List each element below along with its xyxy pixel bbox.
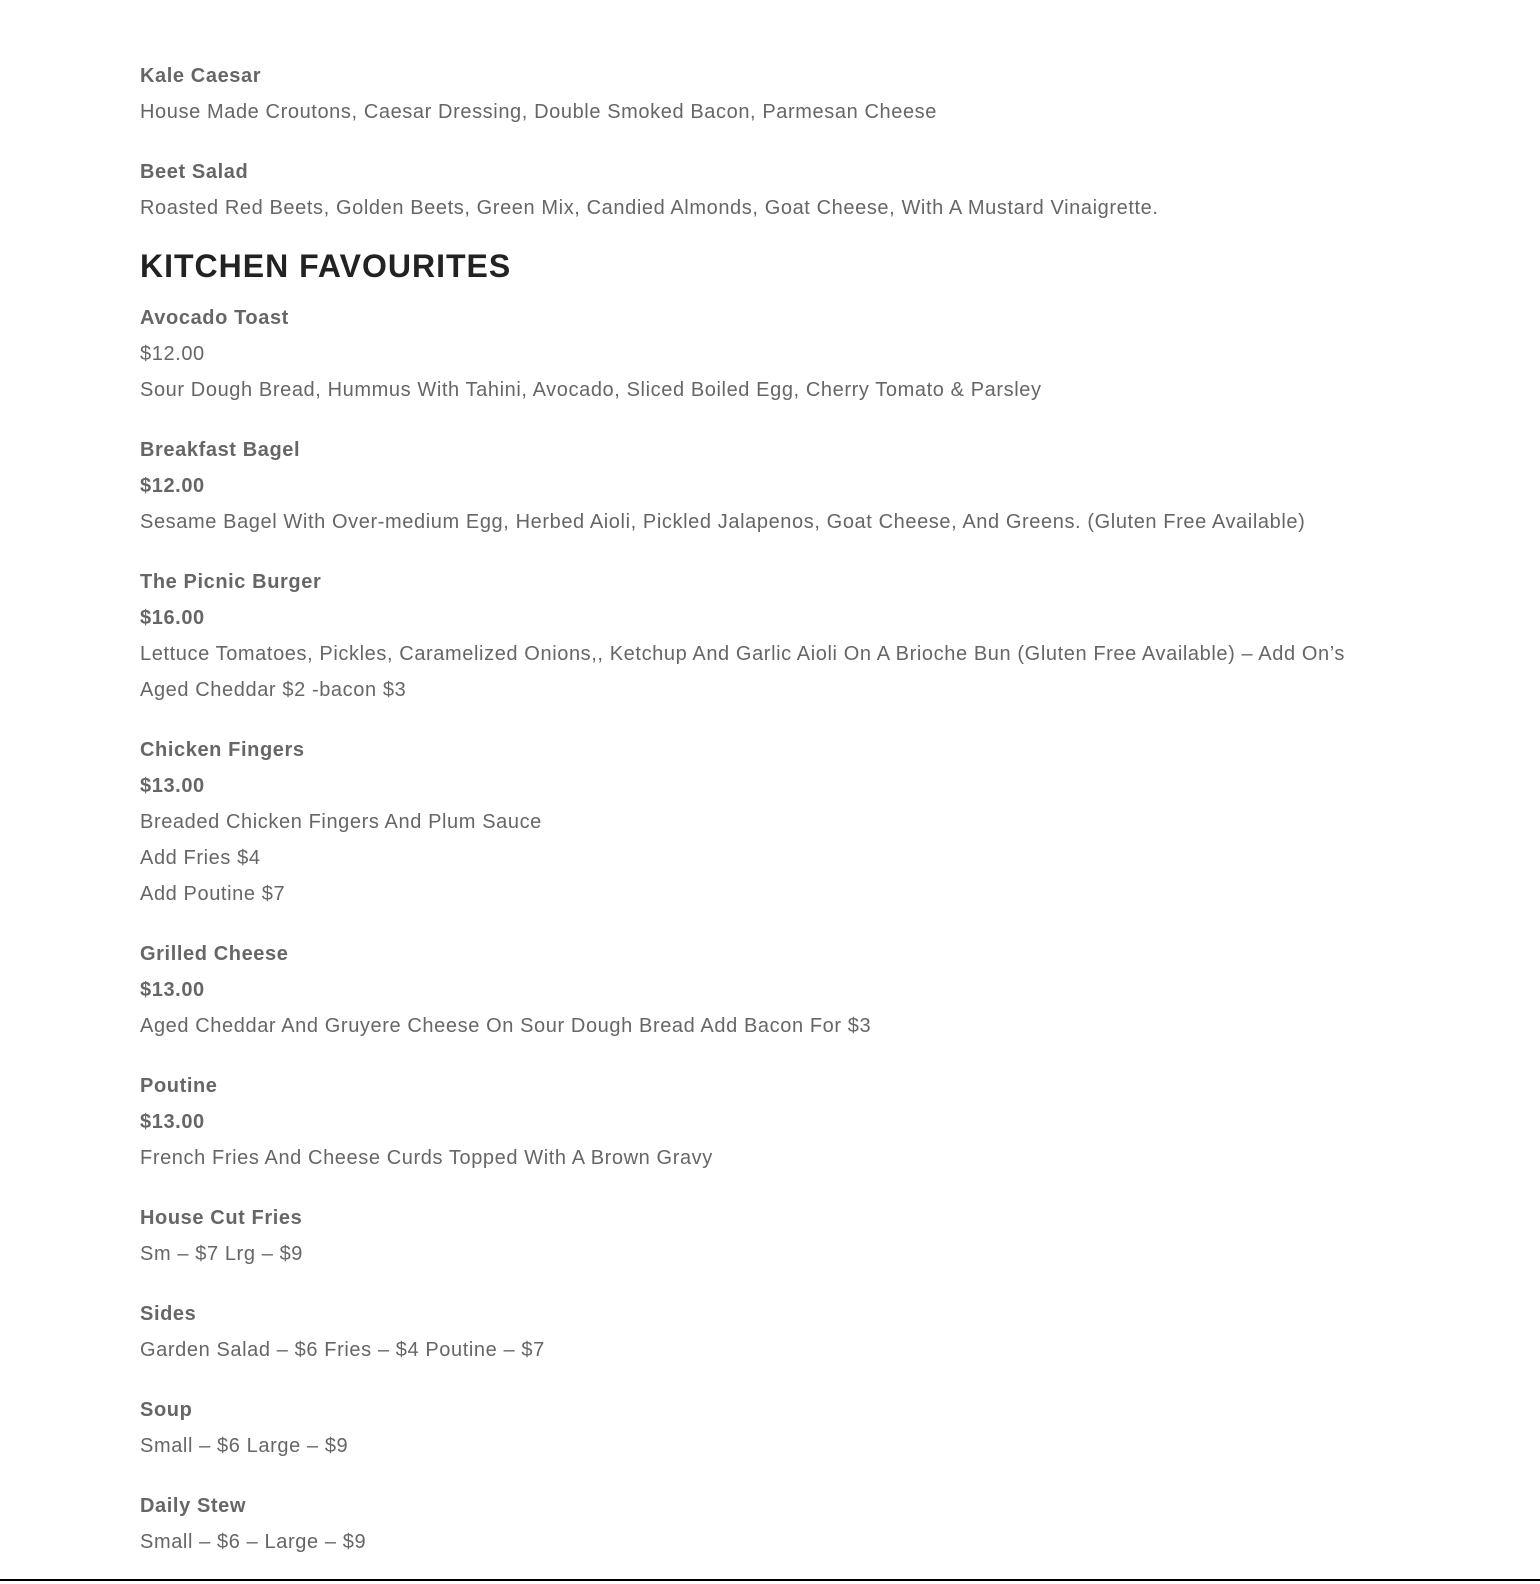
item-name: Poutine bbox=[140, 1075, 218, 1097]
menu-item bbox=[140, 300, 1440, 408]
menu-item bbox=[140, 154, 1440, 226]
item-description: Breaded Chicken Fingers And Plum Sauce bbox=[140, 811, 542, 833]
item-description: Add Fries $4 bbox=[140, 847, 261, 869]
item-description: Small – $6 – Large – $9 bbox=[140, 1531, 367, 1553]
item-description: Aged Cheddar And Gruyere Cheese On Sour Dough Bread Add Bacon For $3 bbox=[140, 1015, 872, 1037]
item-price: $13.00 bbox=[140, 979, 205, 1001]
item-name: Breakfast Bagel bbox=[140, 439, 301, 461]
menu-item bbox=[140, 58, 1440, 130]
item-name: House Cut Fries bbox=[140, 1207, 303, 1229]
menu-item bbox=[140, 936, 1440, 1044]
item-description: Add Poutine $7 bbox=[140, 883, 286, 905]
menu-item bbox=[140, 564, 1440, 708]
menu-item bbox=[140, 432, 1440, 540]
item-name: Sides bbox=[140, 1303, 197, 1325]
item-name: Chicken Fingers bbox=[140, 739, 305, 761]
item-name: Grilled Cheese bbox=[140, 943, 289, 965]
item-name: Soup bbox=[140, 1399, 193, 1421]
item-name: Avocado Toast bbox=[140, 307, 289, 329]
item-description: Small – $6 Large – $9 bbox=[140, 1435, 349, 1457]
item-description: Sm – $7 Lrg – $9 bbox=[140, 1243, 304, 1265]
menu-content bbox=[140, 58, 1440, 1584]
item-description: House Made Croutons, Caesar Dressing, Double Smoked Bacon, Parmesan Cheese bbox=[140, 101, 938, 123]
item-name: Daily Stew bbox=[140, 1495, 247, 1517]
item-description: French Fries And Cheese Curds Topped With A Brown Gravy bbox=[140, 1147, 713, 1169]
item-name: Beet Salad bbox=[140, 161, 249, 183]
menu-item bbox=[140, 1200, 1440, 1272]
item-description: Sour Dough Bread, Hummus With Tahini, Avocado, Sliced Boiled Egg, Cherry Tomato & Parsley bbox=[140, 379, 1042, 401]
item-name: The Picnic Burger bbox=[140, 571, 322, 593]
item-description: Roasted Red Beets, Golden Beets, Green Mix, Candied Almonds, Goat Cheese, With A Mustard Vinaigrette. bbox=[140, 197, 1159, 219]
item-name: Kale Caesar bbox=[140, 65, 262, 87]
item-price: $12.00 bbox=[140, 475, 205, 497]
item-price: $12.00 bbox=[140, 343, 205, 365]
menu-item bbox=[140, 1296, 1440, 1368]
item-price: $16.00 bbox=[140, 607, 205, 629]
item-description: Garden Salad – $6 Fries – $4 Poutine – $7 bbox=[140, 1339, 545, 1361]
menu-item bbox=[140, 1392, 1440, 1464]
item-description: Sesame Bagel With Over-medium Egg, Herbed Aioli, Pickled Jalapenos, Goat Cheese, And Greens. (Gluten Free Available) bbox=[140, 511, 1306, 533]
item-description: Aged Cheddar $2 -bacon $3 bbox=[140, 679, 407, 701]
item-price: $13.00 bbox=[140, 775, 205, 797]
section-title: KITCHEN FAVOURITES bbox=[140, 248, 512, 284]
menu-item bbox=[140, 732, 1440, 912]
menu-item bbox=[140, 1068, 1440, 1176]
item-price: $13.00 bbox=[140, 1111, 205, 1133]
menu-item bbox=[140, 1488, 1440, 1560]
item-description: Lettuce Tomatoes, Pickles, Caramelized Onions,, Ketchup And Garlic Aioli On A Brioche Bun (Gluten Free Available) – Add On’s bbox=[140, 643, 1346, 665]
